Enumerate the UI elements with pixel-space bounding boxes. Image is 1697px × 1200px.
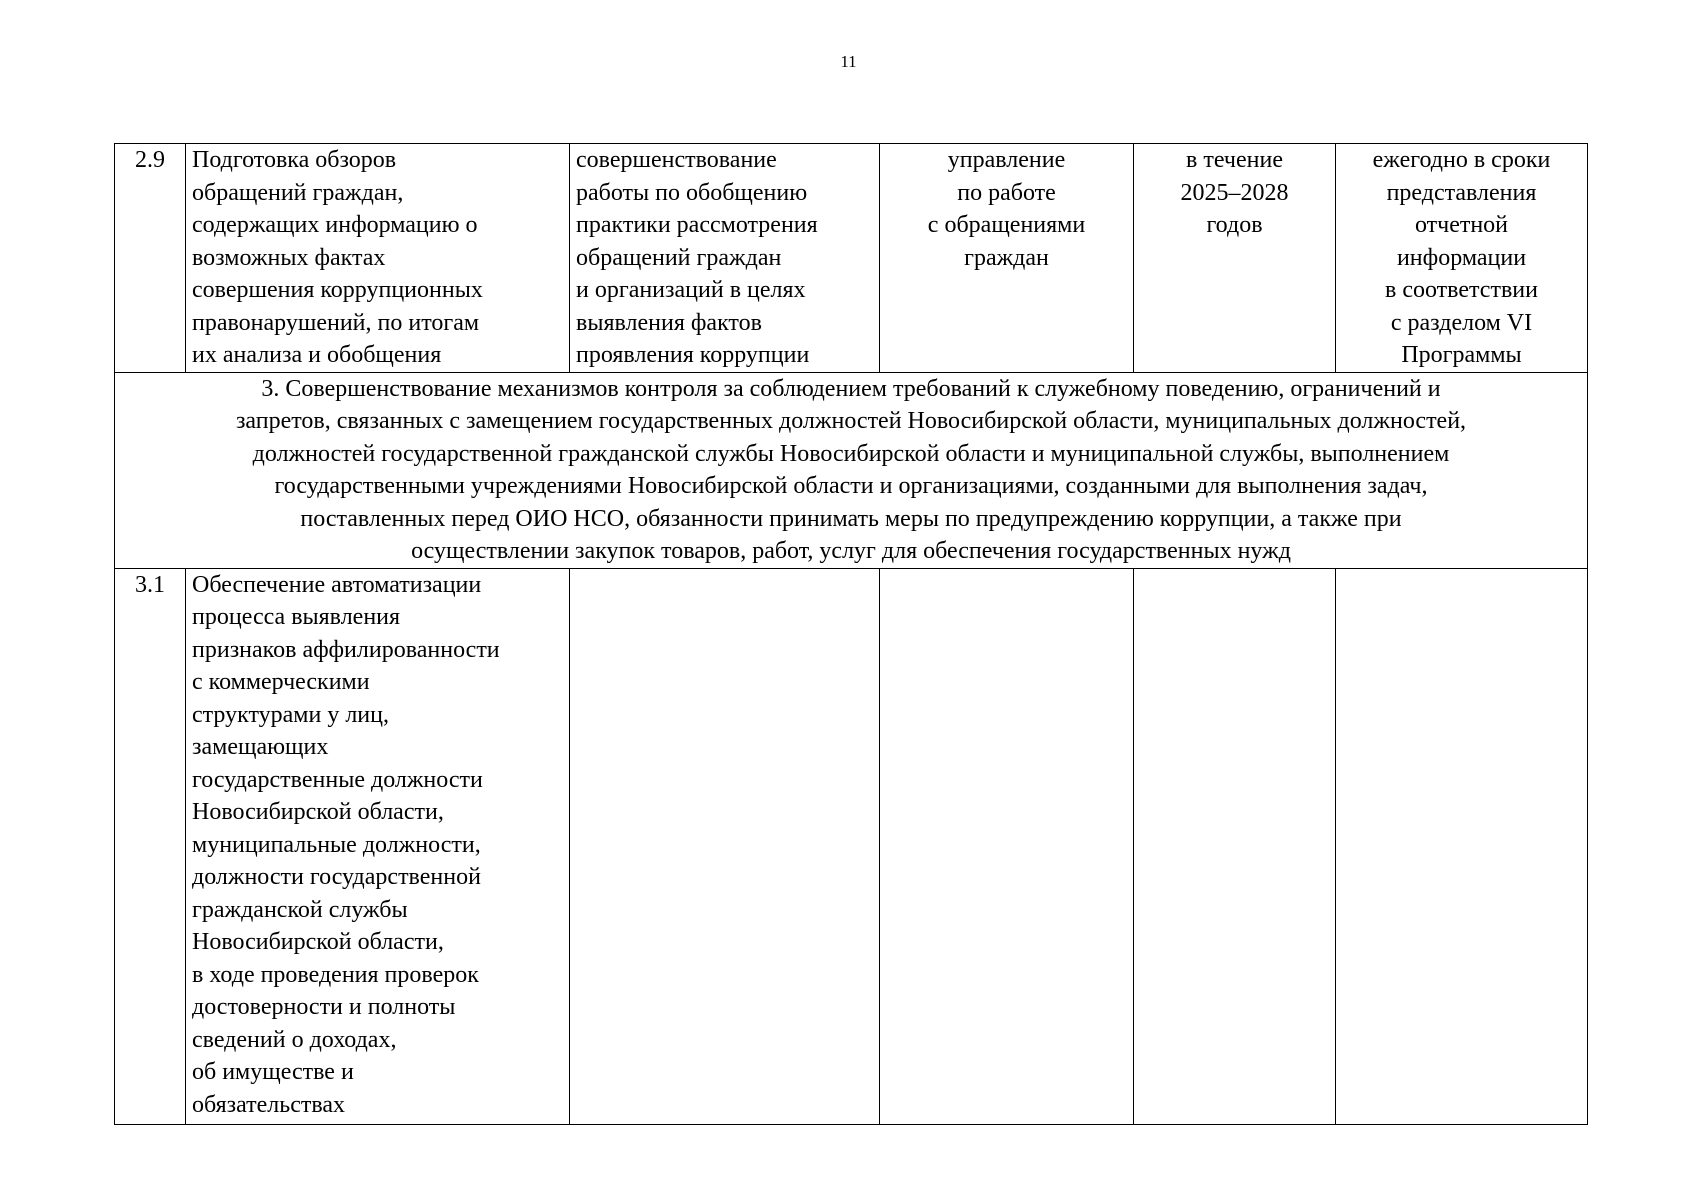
executor-cell [880,568,1134,1124]
executor-cell: управление по работе с обращениями граждан [880,144,1134,373]
measures-table [114,143,1588,1125]
expected-result-cell: совершенствование работы по обобщению практики рассмотрения обращений граждан и организаций в целях выявления фактов проявления коррупции [570,144,880,373]
reporting-cell: ежегодно в сроки представления отчетной информации в соответствии с разделом VI Программы [1336,144,1588,373]
expected-result-cell [570,568,880,1124]
section-heading-row [115,372,1588,568]
period-cell: в течение 2025–2028 годов [1134,144,1336,373]
section-3-heading: 3. Совершенствование механизмов контроля за соблюдением требований к служебному поведению, ограничений и запретов, связанных с замещением государственных должностей Новосибирской области, муниципальных должностей, должностей государственной гражданской службы Новосибирской области и муниципальной службы, выполнением государственными учреждениями Новосибирской области и организациями, созданными для выполнения задач, поставленных перед ОИО НСО, обязанности принимать меры по предупреждению коррупции, а также при осуществлении закупок товаров, работ, услуг для обеспечения государственных нужд [115,372,1588,568]
period-cell [1134,568,1336,1124]
activity-cell: Подготовка обзоров обращений граждан, содержащих информацию о возможных фактах совершения коррупционных правонарушений, по итогам их анализа и обобщения [186,144,570,373]
page-number: 11 [840,52,857,71]
reporting-cell [1336,568,1588,1124]
item-number: 3.1 [115,568,186,1124]
table-row-2-9 [115,144,1588,373]
activity-cell: Обеспечение автоматизации процесса выявления признаков аффилированности с коммерческими структурами у лиц, замещающих государственные должности Новосибирской области, муниципальные должности, должности государственной гражданской службы Новосибирской области, в ходе проведения проверок достоверности и полноты сведений о доходах, об имуществе и обязательствах [186,568,570,1124]
table-row-3-1 [115,568,1588,1124]
item-number: 2.9 [115,144,186,373]
